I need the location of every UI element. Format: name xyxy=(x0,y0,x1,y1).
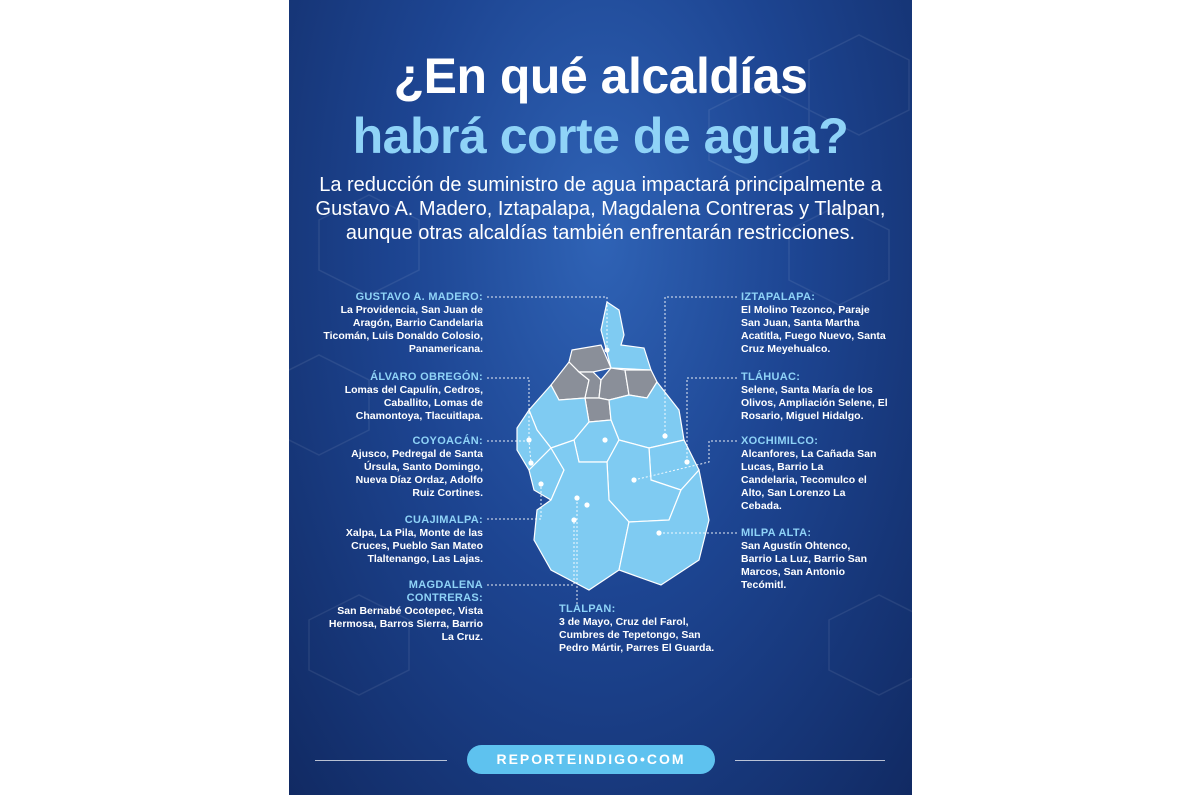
label-cuajimalpa-name: CUAJIMALPA: xyxy=(404,514,483,526)
label-cuajimalpa xyxy=(333,514,483,566)
label-tlahuac-name: TLÁHUAC: xyxy=(741,371,801,383)
label-tlalpan-name: TLALPAN: xyxy=(559,603,616,615)
brand-pill[interactable]: REPORTEINDIGO•COM xyxy=(467,745,715,774)
label-gustavo-a-madero-text: La Providencia, San Juan de Aragón, Barrio Candelaria Ticomán, Luis Donaldo Colosio, Panamericana. xyxy=(323,304,483,355)
label-xochimilco xyxy=(741,435,881,513)
subtitle: La reducción de suministro de agua impactará principalmente a Gustavo A. Madero, Iztapalapa, Magdalena Contreras y Tlalpan, aunque otras alcaldías también enfrentarán restricciones. xyxy=(315,174,886,244)
label-iztapalapa xyxy=(741,291,891,356)
label-coyoacan xyxy=(333,435,483,500)
label-iztapalapa-text: El Molino Tezonco, Paraje San Juan, Santa Martha Acatitla, Fuego Nuevo, Santa Cruz Meyehualco. xyxy=(741,304,886,355)
label-milpa-alta-text: San Agustín Ohtenco, Barrio La Luz, Barrio San Marcos, San Antonio Tecómitl. xyxy=(741,540,868,591)
footer-line-left xyxy=(315,760,447,761)
label-alvaro-obregon-text: Lomas del Capulín, Cedros, Caballito, Lomas de Chamontoya, Tlacuitlapa. xyxy=(344,384,483,422)
label-tlahuac-text: Selene, Santa María de los Olivos, Ampliación Selene, El Rosario, Miguel Hidalgo. xyxy=(741,384,888,422)
label-alvaro-obregon xyxy=(333,371,483,423)
label-magdalena-contreras-text: San Bernabé Ocotepec, Vista Hermosa, Barros Sierra, Barrio La Cruz. xyxy=(328,605,483,643)
label-tlahuac xyxy=(741,371,891,423)
label-iztapalapa-name: IZTAPALAPA: xyxy=(741,291,816,303)
label-alvaro-obregon-name: ÁLVARO OBREGÓN: xyxy=(370,371,483,383)
label-coyoacan-name: COYOACÁN: xyxy=(412,435,483,447)
label-milpa-alta-name: MILPA ALTA: xyxy=(741,527,812,539)
map-gustavo-a-madero xyxy=(601,302,651,370)
map-venustiano-carranza xyxy=(599,368,629,400)
title-line-1: ¿En qué alcaldías xyxy=(393,48,808,104)
label-tlalpan-text: 3 de Mayo, Cruz del Farol, Cumbres de Tepetongo, San Pedro Mártir, Parres El Guarda. xyxy=(559,616,715,654)
footer-line-right xyxy=(735,760,885,761)
label-milpa-alta xyxy=(741,527,881,592)
label-gustavo-a-madero xyxy=(323,291,483,356)
label-coyoacan-text: Ajusco, Pedregal de Santa Úrsula, Santo Domingo, Nueva Díaz Ordaz, Adolfo Ruiz Cortines. xyxy=(351,448,483,499)
label-cuajimalpa-text: Xalpa, La Pila, Monte de las Cruces, Pueblo San Mateo Tlaltenango, Las Lajas. xyxy=(345,527,483,565)
label-gustavo-a-madero-name: GUSTAVO A. MADERO: xyxy=(355,291,483,303)
infographic-poster xyxy=(289,0,912,795)
label-xochimilco-text: Alcanfores, La Cañada San Lucas, Barrio La Candelaria, Tecomulco el Alto, San Lorenzo La Cebada. xyxy=(741,448,877,512)
label-magdalena-contreras-name: MAGDALENA CONTRERAS: xyxy=(406,579,483,604)
title-line-2: habrá corte de agua? xyxy=(352,108,849,164)
label-tlalpan xyxy=(559,603,719,655)
label-magdalena-contreras xyxy=(323,579,483,644)
label-xochimilco-name: XOCHIMILCO: xyxy=(741,435,819,447)
